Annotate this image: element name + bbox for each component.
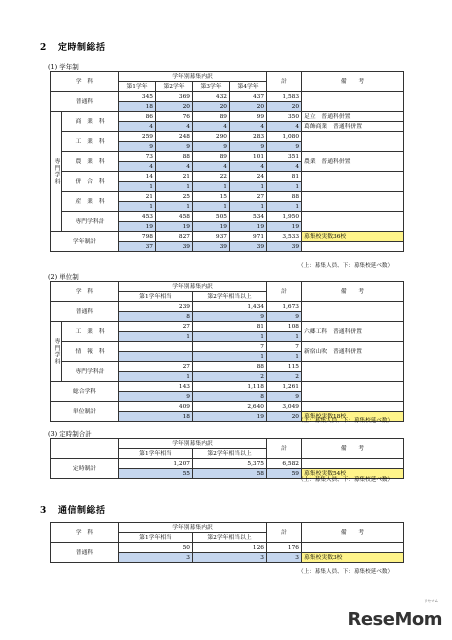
section-3-heading: 3 通信制総括 <box>40 506 106 516</box>
logo-kana: リセマム <box>424 599 438 603</box>
legend-note: （上：募集人員、下：募集校延べ数） <box>298 263 394 269</box>
table-header: 学 科 学年別募集内訳 計 備 考 <box>51 282 404 292</box>
table-row: 併 合 科 14 21 22 24 81 <box>51 172 404 182</box>
legend-note: （上：募集人員、下：募集校延べ数） <box>298 569 394 575</box>
table-row: 総合学科 143 1,118 1,261 <box>51 382 404 392</box>
table-row: 普通科 50 126 176 <box>51 543 404 553</box>
table-row: 55 58 59 募集校実数54校 <box>51 469 404 479</box>
table-row: 1 1 <box>51 352 404 362</box>
table-tanisei <box>50 281 404 422</box>
table-header: 学 科 学年別募集内訳 計 備 考 <box>51 523 404 533</box>
table-row: 9 8 9 <box>51 392 404 402</box>
table-tsushinsei <box>50 522 404 563</box>
table-row: 1 1 1 1 1 <box>51 202 404 212</box>
table-header: 第1学年相当 第2学年相当以上 <box>51 449 404 459</box>
table-row: 1 2 2 <box>51 372 404 382</box>
table-row: 19 19 19 19 19 <box>51 222 404 232</box>
table-header: 第1学年相当 第2学年相当以上 <box>51 533 404 543</box>
sub2-heading: (2) 単位制 <box>48 273 79 281</box>
table-gakunensei <box>50 71 404 252</box>
sub1-heading: (1) 学年制 <box>48 63 79 71</box>
table-header: 第1学年 第2学年 第3学年 第4学年 <box>51 82 404 92</box>
table-row: 学年制計 798 827 937 971 3,533 募集校実数36校 <box>51 232 404 242</box>
table-row: 単位制計 409 2,640 3,049 <box>51 402 404 412</box>
table-row: 4 4 4 4 4 葛飾商業 普通科併置 <box>51 122 404 132</box>
legend-note: （上：募集人員、下：募集校延べ数） <box>298 477 394 483</box>
table-row: 専門学科 商 業 科 86 76 89 99 350 足立 普通科併置 <box>51 112 404 122</box>
table-row: 4 4 4 4 4 <box>51 162 404 172</box>
sub3-heading: (3) 定時制合計 <box>48 430 92 438</box>
table-row: 8 9 9 <box>51 312 404 322</box>
table-row: 専門学科計 27 88 115 <box>51 362 404 372</box>
senmon-label: 専門学科 <box>51 112 62 232</box>
senmon-label: 専門学科 <box>51 322 62 382</box>
table-row: 普通科 239 1,434 1,673 <box>51 302 404 312</box>
table-row: 専門学科 工 業 科 27 81 108 六郷工科 普通科併置 <box>51 322 404 332</box>
table-row: 3 3 3 募集校実数3校 <box>51 553 404 563</box>
table-row: 18 20 20 20 20 <box>51 102 404 112</box>
table-row: 37 39 39 39 39 <box>51 242 404 252</box>
table-row: 情 報 科 7 7 新宿山吹 普通科併置 <box>51 342 404 352</box>
table-header: 学 科 学年別募集内訳 計 備 考 <box>51 72 404 82</box>
table-row: 産 業 科 21 25 15 27 88 <box>51 192 404 202</box>
table-row: 工 業 科 259 248 290 283 1,080 <box>51 132 404 142</box>
table-header: 第1学年相当 第2学年相当以上 <box>51 292 404 302</box>
table-header: 学年別募集内訳 計 備 考 <box>51 439 404 449</box>
table-row: 専門学科計 453 458 505 534 1,950 <box>51 212 404 222</box>
resemom-logo: ReseMom <box>347 609 442 630</box>
legend-note: （上：募集人員、下：募集校延べ数） <box>298 418 394 424</box>
table-teijisei-total <box>50 438 404 479</box>
table-row: 9 9 9 9 9 <box>51 142 404 152</box>
table-row: 1 1 1 1 1 <box>51 182 404 192</box>
table-row: 農 業 科 73 88 89 101 351 農業 普通科併置 <box>51 152 404 162</box>
table-row: 普通科 345 369 432 437 1,583 <box>51 92 404 102</box>
section-2-heading: 2 定時制総括 <box>40 43 106 53</box>
table-row: 1 1 1 <box>51 332 404 342</box>
table-row: 18 19 20 募集校実数18校 <box>51 412 404 422</box>
table-row: 定時制計 1,207 5,375 6,582 <box>51 459 404 469</box>
